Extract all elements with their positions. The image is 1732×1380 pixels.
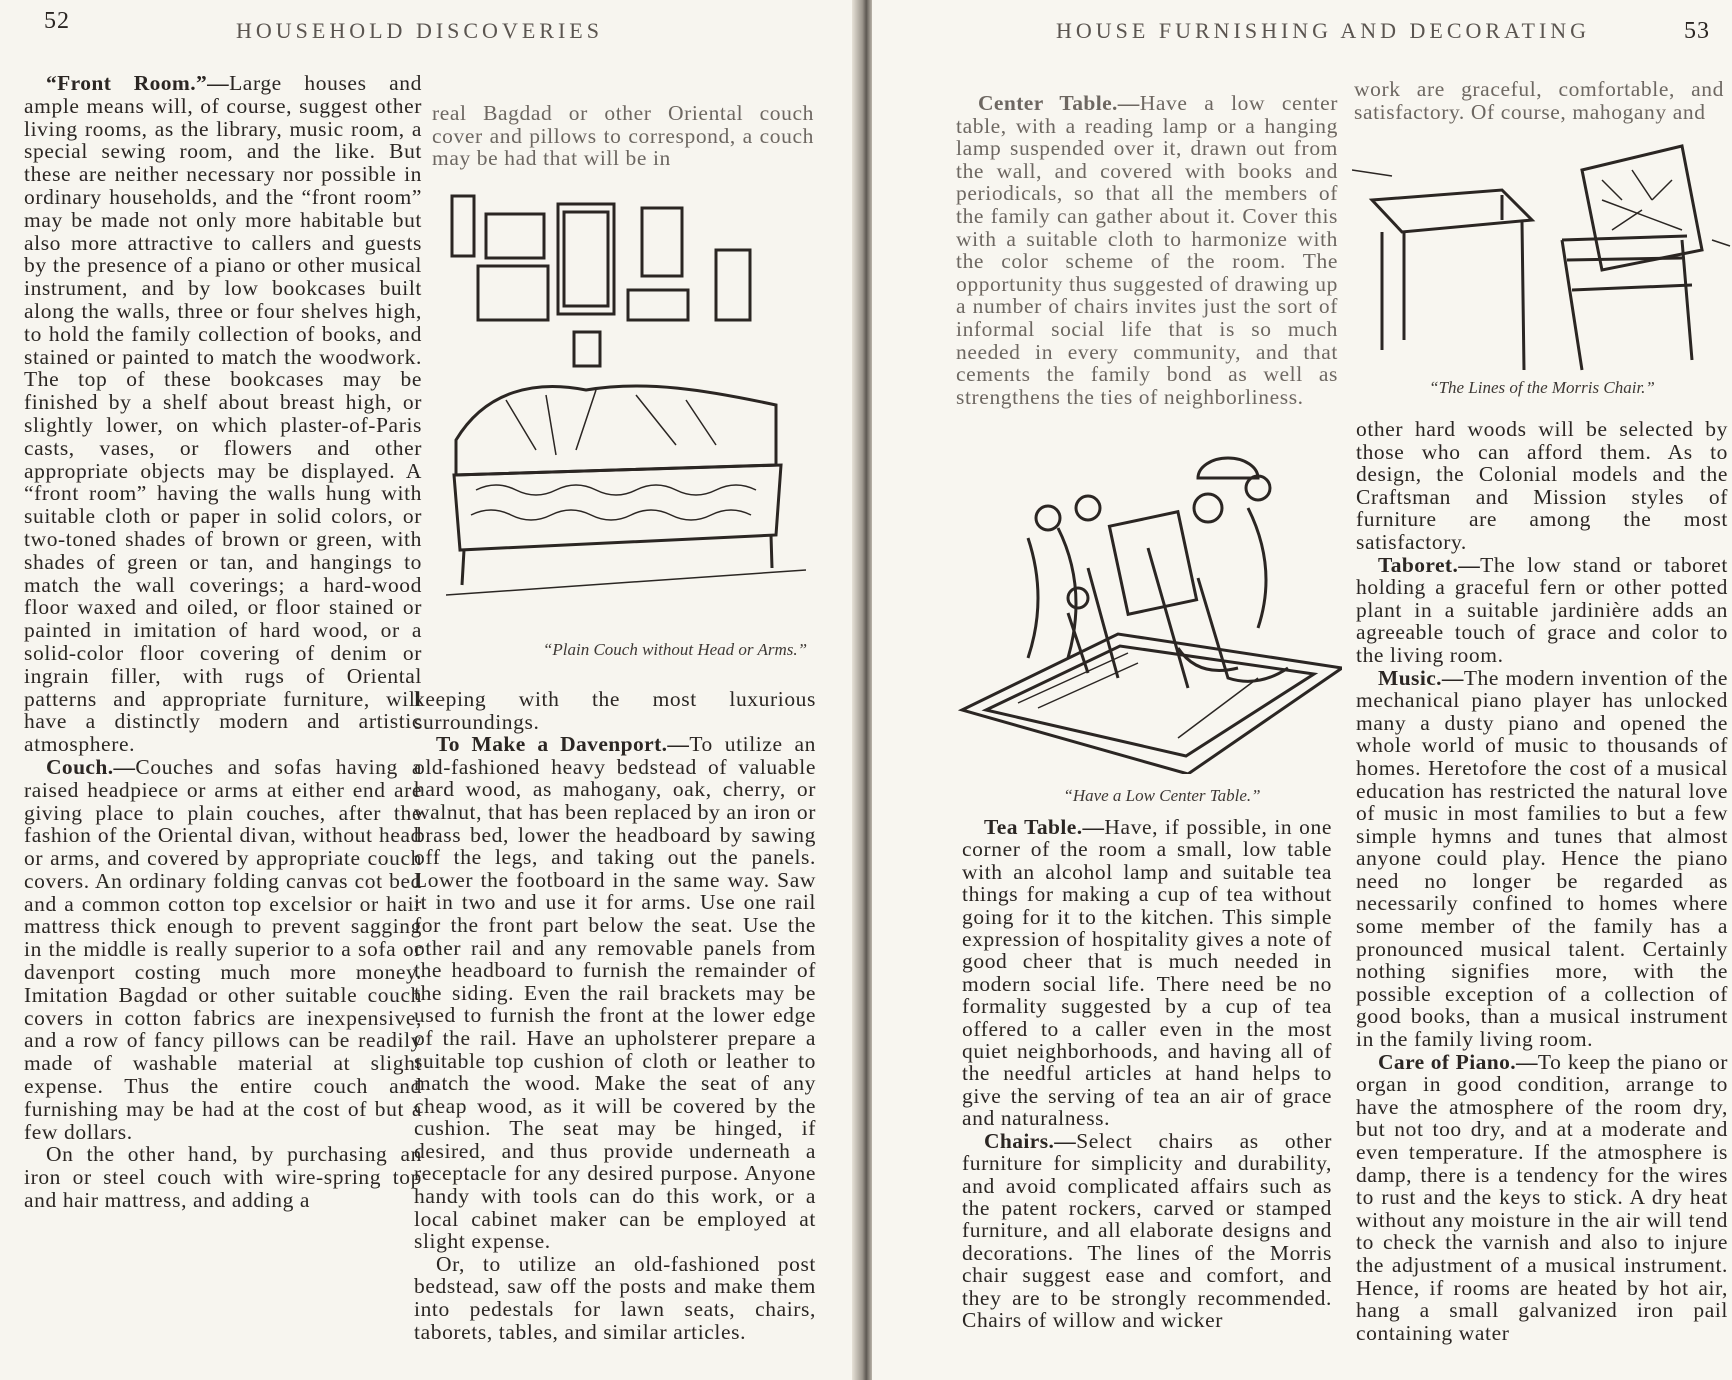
paragraph-text: Select chairs as other furniture for simplicity and durability, and avoid complicated affairs such as the patent rockers, carved or stamped furniture, and all elaborate designs and decorations. The lines of the Morris chair suggest ease and comfort, and they are to be strongly recommended. Chairs of willow and wicker [962, 1128, 1332, 1332]
paragraph-heading: Taboret.— [1378, 552, 1481, 577]
right-col2 [1356, 418, 1728, 1344]
right-col2-top [1354, 78, 1724, 123]
paragraph-heading: Chairs.— [984, 1128, 1077, 1153]
right-col1-bottom [962, 816, 1332, 1331]
paragraph [962, 816, 1332, 1130]
figure-caption: “Plain Couch without Head or Arms.” [542, 640, 808, 659]
paragraph-heading: Center Table.— [978, 91, 1140, 115]
paragraph-text: keeping with the most luxurious surroundings. [414, 687, 816, 734]
paragraph-text: Or, to utilize an old-fashioned post bedstead, saw off the posts and make them into pedestals for lawn seats, chairs, taborets, tables, and similar articles. [414, 1251, 816, 1344]
center-table-illustration [958, 448, 1342, 774]
paragraph [24, 1143, 422, 1211]
paragraph-text: other hard woods will be selected by those who can afford them. As to design, the Colonial models and the Craftsman and Mission styles of furniture are among the most satisfactory. [1356, 417, 1728, 554]
paragraph [1356, 667, 1728, 1051]
paragraph-text: Large houses and ample means will, of course, suggest other living rooms, as the library, music room, a special sewing room, and the like. But these are neither necessary nor possible in ordinary households, and the “front room” may be made not only more habitable but also more attractive to callers and guests by the presence of a piano or other musical instrument, and by low bookcases built along the walls, three or four shelves high, to hold the family collection of books, and stained or painted to match the woodwork. The top of these bookcases may be finished by a shelf about breast high, or slightly lower, on which plaster-of-Paris casts, vases, or flowers and other appropriate objects may be displayed. A “front room” having the walls hung with suitable cloth or paper in solid colors, or two-toned shades of brown or green, with shades of green or tan, and hangings to match the wall coverings; a hard-wood floor waxed and oiled, or floor stained or painted in imitation of hard wood, or a solid-color floor covering of denim or ingrain filler, with rugs of Oriental patterns and appropriate furniture, will have a distinctly modern and artistic atmosphere. [24, 71, 422, 757]
paragraph-heading: Couch.— [46, 754, 136, 779]
paragraph-text: The modern invention of the mechanical piano player has unlocked many a dusty piano and opened the whole world of music to thousands of homes. Heretofore the cost of a musical education has restricted the natural love of music in most families to but a few simple hymns and tunes that almost anyone could play. Hence the piano need no longer be regarded as necessarily confined to homes where some member of the family has a pronounced musical talent. Certainly nothing signifies more, with the possible exception of a collection of good books, than a musical instrument in the family living room. [1356, 665, 1728, 1052]
paragraph: work are graceful, comfortable, and satisfactory. Of course, mahogany and [1354, 77, 1724, 124]
morris-chair-illustration [1352, 140, 1732, 380]
paragraph-text: On the other hand, by purchasing an iron or steel couch with wire-spring top and hair mattress, and adding a [24, 1142, 422, 1213]
left-page [0, 0, 860, 1380]
paragraph [956, 92, 1338, 408]
paragraph-heading: “Front Room.”— [46, 71, 230, 95]
page-number: 53 [1684, 18, 1710, 44]
paragraph [1356, 418, 1728, 554]
paragraph [414, 1253, 816, 1343]
paragraph [1356, 554, 1728, 667]
paragraph-text: Couches and sofas having a raised headpiece or arms at either end are giving place to plain couches, after the fashion of the Oriental divan, without head or arms, and covered by appropriate couch covers. An ordinary folding canvas cot bed and a common cotton top excelsior or hair mattress thick enough to prevent sagging in the middle is really superior to a sofa or davenport costing much more money. Imitation Bagdad or other suitable couch covers in cotton fabrics are inexpensive, and a row of fancy pillows can be readily made of washable material at slight expense. Thus the entire couch and furnishing may be had at the cost of but a few dollars. [24, 754, 422, 1144]
left-col2-top [432, 102, 814, 170]
paragraph-heading: Tea Table.— [984, 815, 1105, 839]
right-page [872, 0, 1732, 1380]
paragraph [962, 1130, 1332, 1332]
paragraph-heading: Care of Piano.— [1378, 1049, 1538, 1074]
paragraph-text: Have a low center table, with a reading lamp or a hanging lamp suspended over it, drawn out from the wall, and covered with books and periodicals, so that all the members of the family can gather about it. Cover this with a suitable cloth to harmonize with the color scheme of the room. The opportunity thus suggested of drawing up a number of chairs invites just the sort of informal social life that is so much needed in every community, and that cements the family bond as well as strengthens the ties of neighborliness. [956, 91, 1338, 409]
left-col1 [24, 72, 422, 1212]
paragraph-heading: Music.— [1378, 665, 1464, 690]
paragraph-text: To keep the piano or organ in good condition, arrange to have the atmosphere of the room dry, but not too dry, and at a moderate and even temperature. If the atmosphere is damp, there is a tendency for the wires to rust and the keys to stick. A dry heat without any moisture in the air will tend to check the varnish and also to injure the adjustment of a musical instrument. Hence, if rooms are heated by hot air, hang a small galvanized iron pail containing water [1356, 1049, 1728, 1345]
paragraph [1356, 1051, 1728, 1345]
page-number: 52 [44, 8, 70, 34]
running-head: HOUSEHOLD DISCOVERIES [236, 18, 603, 43]
paragraph [24, 756, 422, 1144]
figure-caption: “The Lines of the Morris Chair.” [1429, 378, 1655, 397]
paragraph-text: To utilize an old-fashioned heavy bedstead of valuable hard wood, as mahogany, oak, cherry, or walnut, that has been replaced by an iron or brass bed, lower the headboard by sawing off the legs, and taking out the panels. Lower the footboard in the same way. Saw it in two and use it for arms. Use one rail for the front part below the seat. Use the other rail and any removable panels from the headboard to furnish the remainder of the siding. Even the rail brackets may be used to furnish the front at the lower edge of the rail. Have an upholsterer prepare a suitable top cushion of cloth or leather to match the wood. Make the seat of any cheap wood, as it will be covered by the cushion. The seat may be hinged, if desired, and thus provide underneath a receptacle for any desired purpose. Anyone handy with tools can do this work, or a local cabinet maker can be employed at slight expense. [414, 732, 816, 1254]
paragraph [414, 733, 816, 1253]
plain-couch-illustration [446, 190, 806, 610]
figure-caption: “Have a Low Center Table.” [1063, 786, 1261, 805]
running-head: HOUSE FURNISHING AND DECORATING [1056, 18, 1591, 43]
paragraph [414, 688, 816, 733]
right-col1-top [956, 92, 1338, 408]
paragraph-text: Have, if possible, in one corner of the room a small, low table with an alcohol lamp and suitable tea things for making a cup of tea without going for it to the kitchen. This simple expression of hospitality gives a note of good cheer that is much needed in modern social life. There need be no formality suggested by a cup of tea offered to a caller even in the most quiet neighborhoods, and having all of the needful articles at hand helps to give the serving of tea an air of grace and naturalness. [962, 815, 1332, 1131]
left-col2 [414, 688, 816, 1343]
paragraph-heading: To Make a Davenport.— [436, 732, 690, 757]
paragraph [24, 72, 422, 756]
paragraph-text: The low stand or taboret holding a graceful fern or other potted plant in a suitable jardinière adds an agreeable touch of grace and color to the living room. [1356, 552, 1728, 667]
paragraph: real Bagdad or other Oriental couch cover and pillows to correspond, a couch may be had that will be in [432, 101, 814, 171]
